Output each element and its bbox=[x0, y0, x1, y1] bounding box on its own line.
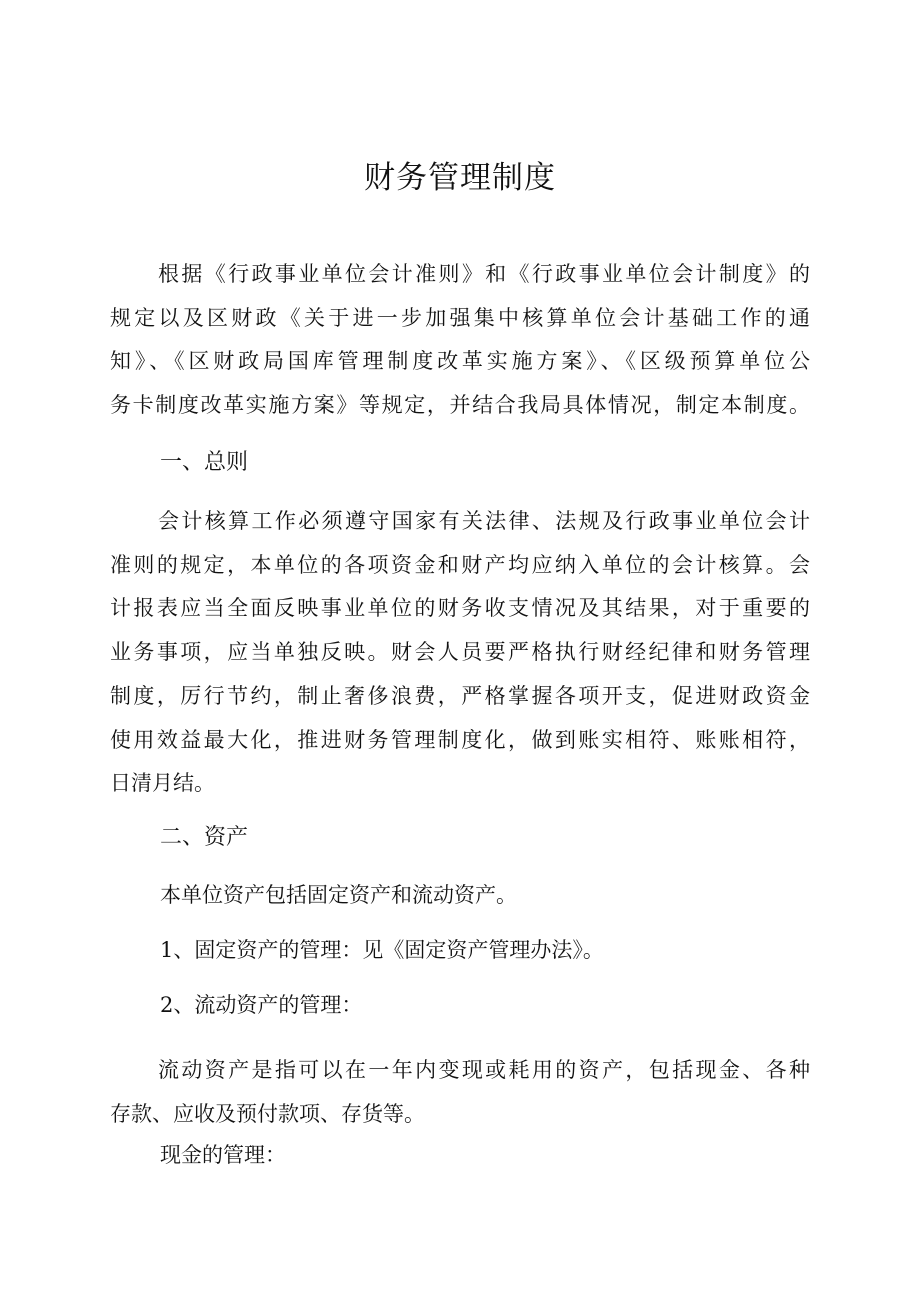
general-line: 使用效益最大化，推进财务管理制度化，做到账实相符、账账相符， bbox=[110, 727, 810, 752]
intro-paragraph bbox=[110, 253, 810, 428]
general-line: 日清月结。 bbox=[110, 771, 215, 796]
intro-line: 根据《行政事业单位会计准则》和《行政事业单位会计制度》的 bbox=[158, 262, 810, 286]
current-assets-line: 流动资产是指可以在一年内变现或耗用的资产，包括现金、各种 bbox=[158, 1058, 810, 1082]
general-line: 会计核算工作必须遵守国家有关法律、法规及行政事业单位会计 bbox=[158, 509, 810, 533]
general-paragraph bbox=[110, 500, 810, 806]
general-line: 业务事项，应当单独反映。财会人员要严格执行财经纪律和财务管理 bbox=[110, 640, 810, 665]
current-assets-item: 2、流动资产的管理： bbox=[160, 993, 363, 1017]
section-heading-general: 一、总则 bbox=[160, 450, 249, 475]
intro-line: 规定以及区财政《关于进一步加强集中核算单位会计基础工作的通 bbox=[110, 305, 810, 330]
fixed-assets-item: 1、固定资产的管理：见《固定资产管理办法》。 bbox=[160, 938, 604, 962]
general-line: 制度，厉行节约，制止奢侈浪费，严格掌握各项开支，促进财政资金 bbox=[110, 683, 810, 708]
current-assets-line: 存款、应收及预付款项、存货等。 bbox=[110, 1101, 425, 1126]
intro-line: 务卡制度改革实施方案》等规定，并结合我局具体情况，制定本制度。 bbox=[110, 393, 810, 418]
document-title: 财务管理制度 bbox=[364, 160, 556, 196]
intro-line: 知》、《区财政局国库管理制度改革实施方案》、《区级预算单位公 bbox=[110, 349, 810, 374]
assets-summary: 本单位资产包括固定资产和流动资产。 bbox=[160, 883, 517, 907]
cash-management-heading: 现金的管理： bbox=[160, 1143, 286, 1167]
section-heading-assets: 二、资产 bbox=[160, 825, 249, 850]
general-line: 计报表应当全面反映事业单位的财务收支情况及其结果，对于重要的 bbox=[110, 596, 810, 621]
current-assets-paragraph bbox=[110, 1049, 810, 1136]
general-line: 准则的规定，本单位的各项资金和财产均应纳入单位的会计核算。会 bbox=[110, 552, 810, 577]
